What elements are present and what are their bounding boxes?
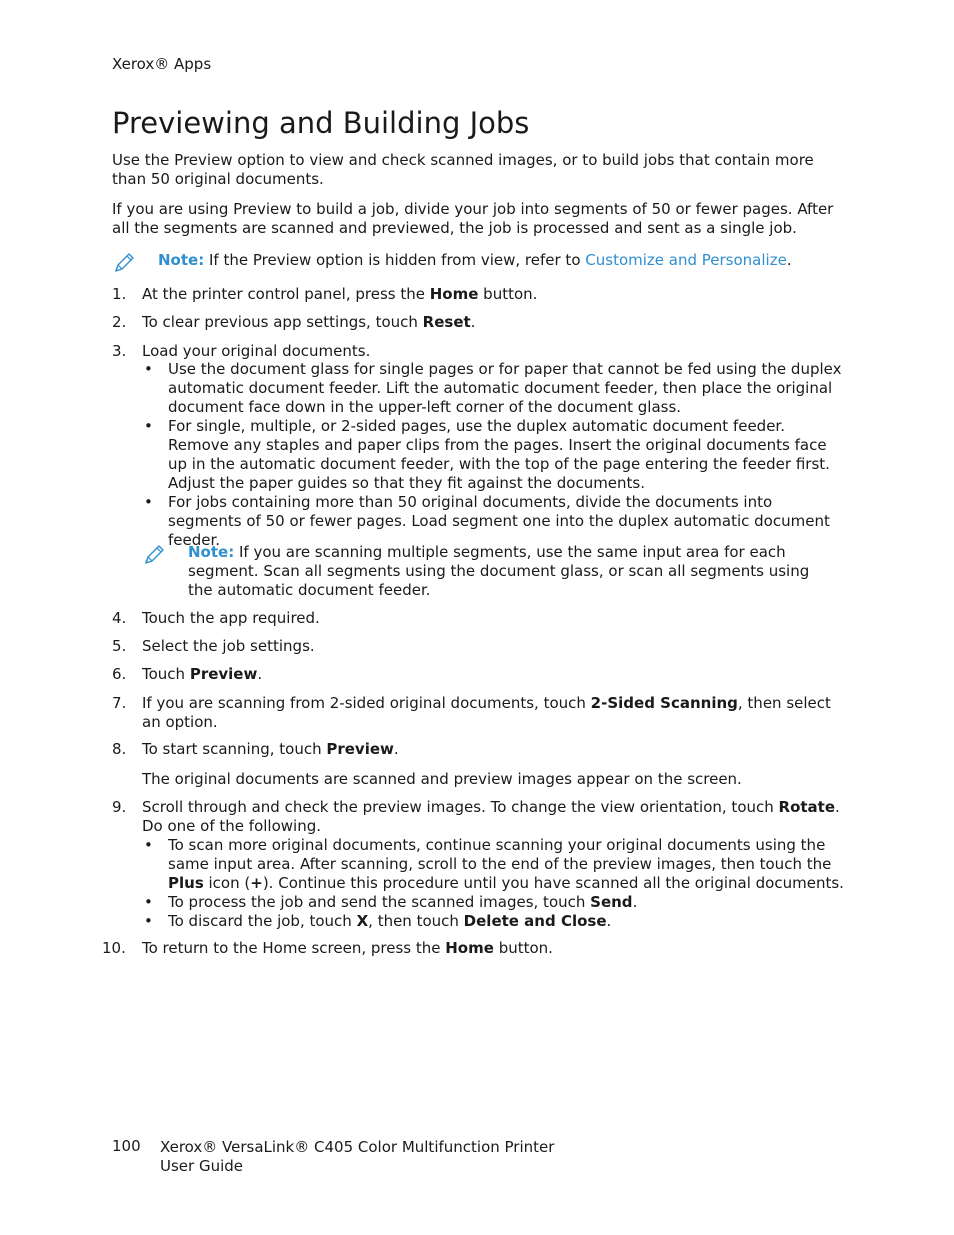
step-text: To start scanning, touch: [142, 740, 327, 758]
reset-button-ref: Reset: [422, 313, 471, 331]
step-text: To clear previous app settings, touch: [142, 313, 423, 331]
x-button-ref: X: [356, 912, 369, 930]
step-text: Touch: [142, 665, 190, 683]
step-text: .: [257, 665, 263, 683]
step-number: 3.: [112, 342, 127, 360]
step-text: If you are scanning from 2-sided original documents, touch: [142, 694, 591, 712]
list-item: • To process the job and send the scanned images, touch Send.: [142, 893, 847, 912]
step-number: 5.: [112, 637, 127, 655]
guide-name: User Guide: [160, 1157, 244, 1175]
intro-paragraph: Use the Preview option to view and check scanned images, or to build jobs that contain more than 50 original documents.: [112, 151, 814, 188]
step-number: 1.: [112, 285, 127, 303]
step-number: 2.: [112, 313, 127, 331]
note-end: .: [786, 251, 792, 269]
list-item: • To scan more original documents, continue scanning your original documents using the same input area. After scanning, scroll to the end of the preview images, then touch the Plus icon (+). Continue this procedure until you have scanned all the original documents.: [142, 836, 847, 893]
intro-paragraph: If you are using Preview to build a job, divide your job into segments of 50 or fewer pages. After all the segments are scanned and previewed, the job is processed and sent as a single job.: [112, 200, 834, 237]
plus-icon-ref: Plus: [168, 874, 204, 892]
two-sided-scanning-ref: 2-Sided Scanning: [590, 694, 738, 712]
pencil-icon: [112, 251, 136, 275]
pencil-icon: [142, 543, 166, 567]
customize-personalize-link[interactable]: Customize and Personalize: [585, 251, 787, 269]
step-text: . Do one of the following.: [142, 798, 840, 835]
footer-product: [160, 1138, 554, 1176]
note-label: Note:: [188, 543, 235, 561]
rotate-button-ref: Rotate: [778, 798, 836, 816]
step-result: The original documents are scanned and preview images appear on the screen.: [142, 770, 742, 788]
step-text: button.: [493, 939, 553, 957]
step-number: 10.: [102, 939, 126, 957]
page-number: 100: [112, 1137, 141, 1155]
home-button-ref: Home: [429, 285, 479, 303]
bullet-list: [142, 360, 847, 550]
list-item: • For single, multiple, or 2-sided pages, use the duplex automatic document feeder. Remove any staples and paper clips from the pages. Insert the original documents face up in the automatic document feeder, with the top of the page entering the feeder first. Adjust the paper guides so that they fit against the documents.: [142, 417, 847, 493]
plus-symbol: +: [250, 874, 263, 892]
step-number: 9.: [112, 798, 127, 816]
note-text: If you are scanning multiple segments, use the same input area for each segment. Scan all segments using the document glass, or scan all segments using the automatic document feeder.: [188, 543, 810, 599]
preview-button-ref: Preview: [326, 740, 394, 758]
page-title: Previewing and Building Jobs: [112, 106, 530, 140]
home-button-ref: Home: [445, 939, 494, 957]
step-text: Touch the app required.: [142, 609, 320, 627]
note-label: Note:: [158, 251, 205, 269]
step-number: 6.: [112, 665, 127, 683]
step-number: 4.: [112, 609, 127, 627]
step-text: To return to the Home screen, press the: [142, 939, 446, 957]
step-text: At the printer control panel, press the: [142, 285, 430, 303]
note-text: If the Preview option is hidden from view, refer to: [208, 251, 581, 269]
step-text: .: [470, 313, 476, 331]
preview-button-ref: Preview: [189, 665, 258, 683]
list-item: • For jobs containing more than 50 original documents, divide the documents into segments of 50 or fewer pages. Load segment one into the duplex automatic document feeder.: [142, 493, 847, 550]
list-item: • To discard the job, touch X, then touch Delete and Close.: [142, 912, 847, 931]
step-text: Select the job settings.: [142, 637, 315, 655]
list-item: • Use the document glass for single pages or for paper that cannot be fed using the duplex automatic document feeder. Lift the automatic document feeder, then place the original document face down in the upper-left corner of the document glass.: [142, 360, 847, 417]
product-name: Xerox® VersaLink® C405 Color Multifunction Printer: [160, 1138, 555, 1156]
step-number: 7.: [112, 694, 127, 712]
step-number: 8.: [112, 740, 127, 758]
step-text: .: [393, 740, 399, 758]
step-text: Load your original documents.: [142, 342, 371, 360]
bullet-list: [142, 836, 847, 931]
delete-close-button-ref: Delete and Close: [463, 912, 607, 930]
step-text: Scroll through and check the preview images. To change the view orientation, touch: [142, 798, 779, 816]
send-button-ref: Send: [590, 893, 633, 911]
step-text: , then select an option.: [142, 694, 831, 731]
running-header: Xerox® Apps: [112, 55, 212, 73]
step-text: button.: [478, 285, 538, 303]
